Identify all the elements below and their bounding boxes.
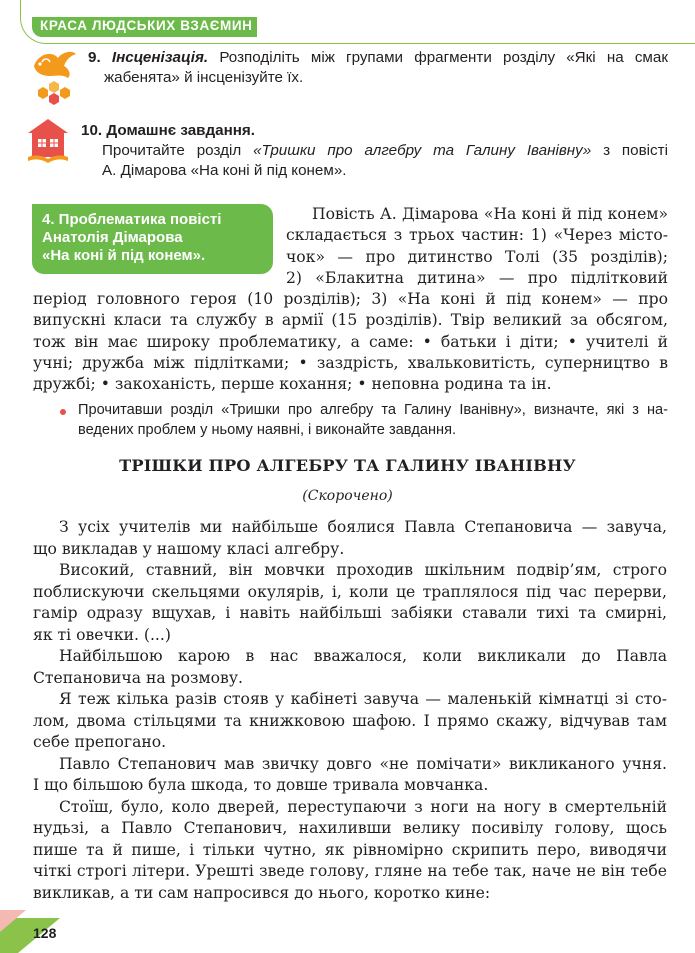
exercise-10-text-2: А. Дімарова «На коні й під конем».: [102, 162, 347, 179]
story-line: лом, двома стільцями та книжковою шафою. І прямо скажу, відчував там: [33, 711, 667, 730]
story-line: З усіх учителів ми найбільше боялися Павла Степановича — завуча,: [59, 518, 667, 536]
text-line: 2) «Блакитна дитина» — про підлітковий: [286, 268, 668, 287]
exercise-10-text-a: Прочитайте розділ: [102, 142, 254, 159]
story-line: Найбільшою карою в нас вважалося, коли викликали до Павла: [59, 647, 667, 665]
section-heading-line-3: «На коні й під конем».: [42, 247, 206, 264]
exercise-10-story-title: «Тришки про алгебру та Галину Іванівну»: [253, 142, 592, 159]
text-line: тож він має широку проблематику, а саме: • батьки і діти; • учителі й: [33, 332, 668, 351]
bullet-icon: [60, 409, 66, 415]
exercise-10: [81, 121, 668, 181]
story-line: пише та й пише, і тільки чутно, як рівномірно скрипить перо, виводячи: [33, 840, 667, 859]
story-line: чіткі строгі літери. Урешті зведе голову, гляне на тебе так, наче не він тебе: [33, 862, 667, 880]
exercise-10-text-c: з повісті: [591, 142, 668, 159]
exercise-9-number: 9.: [88, 49, 101, 66]
story-line: Я теж кілька разів стояв у кабінеті завуча — маленькій кімнатці зі сто-: [59, 690, 667, 708]
story-title: ТРІШКИ ПРО АЛГЕБРУ ТА ГАЛИНУ ІВАНІВНУ: [119, 456, 576, 475]
text-line: дружбі; • закоханість, перше кохання; • неповна родина та ін.: [33, 375, 552, 394]
story-line: Павло Степанович мав звичку довго «не помічати» викликаного учня.: [59, 754, 667, 773]
story-line: гамір одразу вщухав, і навіть найбільші забіяки ставали тихі та смирні,: [33, 604, 667, 622]
homework-icon: [26, 117, 70, 163]
text-line: складається з трьох частин: 1) «Через місто-: [286, 226, 668, 245]
text-line: учні; дружба між підлітками; • заздрість, хвальковитість, суперництво в: [33, 353, 668, 372]
story-line: І що більшою була шкода, то довше тривала мовчанка.: [33, 776, 489, 794]
running-header: КРАСА ЛЮДСЬКИХ ВЗАЄМИН: [40, 18, 253, 33]
exercise-9-title: Інсценізація.: [111, 49, 209, 66]
text-line: випускні класи та службу в армії (15 розділів). Твір великий за обсягом,: [33, 311, 668, 330]
section-paragraph-top: [286, 204, 668, 289]
story-body: [33, 517, 667, 904]
exercise-10-number: 10.: [81, 122, 103, 139]
story-line: Степановича на розмову.: [33, 668, 243, 687]
exercise-9: [88, 48, 668, 88]
task-line: ведених проблем у ньому наявні, і виконайте завдання.: [78, 422, 457, 438]
story-line: поблискуючи скельцями окулярів, і, коли це траплялося під час перерви,: [33, 582, 667, 601]
story-line: викликав, а ти сам напросився до нього, коротко кине:: [33, 883, 491, 902]
text-line: чок» — про дитинство Толі (35 розділів);: [286, 247, 668, 266]
dragon-icon: [28, 46, 78, 112]
story-subtitle: (Скорочено): [302, 488, 393, 504]
section-paragraph-bottom: [33, 289, 668, 395]
exercise-10-title: Домашнє завдання.: [106, 122, 256, 139]
exercise-9-text-2: жабенята» й інсценізуйте їх.: [104, 69, 304, 86]
exercise-9-text-1: Розподіліть між групами фрагменти розділу «Які на смак: [219, 49, 668, 66]
section-heading-box: [32, 204, 273, 274]
page-number: 128: [33, 925, 57, 941]
text-line: Повість А. Дімарова «На коні й під конем»: [312, 205, 668, 223]
story-line: нудьзі, а Павло Степанович, нахиливши велику посивілу голову, щось: [33, 819, 667, 837]
text-line: період головного героя (10 розділів); 3) «На коні й під конем» — про: [33, 290, 668, 308]
story-line: як ті овечки. (...): [33, 625, 171, 644]
story-line: що викладав у нашому класі алгебру.: [33, 539, 345, 558]
task-line: Прочитавши розділ «Тришки про алгебру та Галину Іванівну», визначте, які з на-: [78, 402, 668, 418]
story-line: Стоїш, було, коло дверей, переступаючи з ноги на ногу в смертельній: [59, 797, 667, 816]
story-line: себе препогано.: [33, 733, 167, 751]
story-line: Високий, ставний, він мовчки проходив шкільним подвір’ям, строго: [59, 561, 667, 579]
section-heading-line-1: 4. Проблематика повісті: [42, 211, 222, 228]
section-heading-line-2: Анатолія Дімарова: [42, 229, 183, 246]
task-text: [78, 400, 668, 440]
